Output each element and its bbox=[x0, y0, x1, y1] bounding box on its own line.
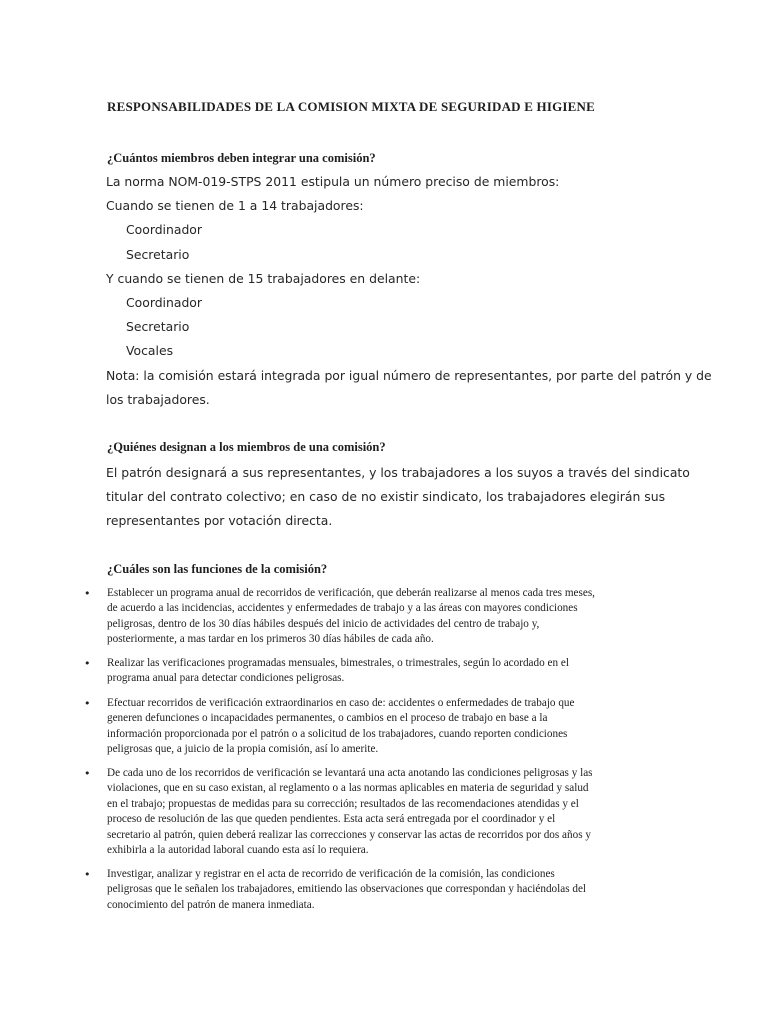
bullet-line: programa anual para detectar condiciones peligrosas. bbox=[107, 672, 345, 685]
bullet-line: violaciones, que en su caso existan, al reglamento o a las normas aplicables en materia de seguridad y salud bbox=[107, 782, 589, 795]
bullet-text bbox=[107, 656, 667, 687]
paragraph-line: representantes por votación directa. bbox=[106, 513, 333, 528]
bullet-text bbox=[107, 696, 667, 758]
bullet-dot: • bbox=[84, 697, 91, 710]
bullet-line: de acuerdo a las incidencias, accidentes y enfermedades de trabajo y a las áreas con mayores condiciones bbox=[107, 602, 578, 615]
bullet-dot: • bbox=[84, 657, 91, 670]
bullet-line: secretario al patrón, quien deberá realizar las correcciones y conservar las actas de recorridos por dos años y bbox=[107, 828, 591, 841]
list-item: Secretario bbox=[126, 247, 190, 262]
bullet-line: Establecer un programa anual de recorridos de verificación, que deberán realizarse al menos cada tres meses, bbox=[107, 587, 595, 599]
paragraph-note-line: los trabajadores. bbox=[106, 392, 210, 407]
paragraph-line: El patrón designará a sus representantes, y los trabajadores a los suyos a través del sindicato bbox=[106, 465, 690, 480]
bullet-line: información proporcionada por el patrón o a solicitud de los trabajadores, cuando reporten condiciones bbox=[107, 727, 568, 740]
question-members-count: ¿Cuántos miembros deben integrar una comisión? bbox=[107, 151, 376, 165]
bullet-line: peligrosas que, a juicio de la propia comisión, así lo amerite. bbox=[107, 743, 379, 756]
bullet-dot: • bbox=[84, 868, 91, 881]
bullet-line: De cada uno de los recorridos de verificación se levantará una acta anotando las condiciones peligrosas y las bbox=[107, 767, 593, 779]
document-title: RESPONSABILIDADES DE LA COMISION MIXTA DE SEGURIDAD E HIGIENE bbox=[107, 99, 596, 114]
bullet-line: Efectuar recorridos de verificación extraordinarios en caso de: accidentes o enfermedades de trabajo que bbox=[107, 697, 575, 709]
bullet-line: peligrosas, dentro de los 30 días hábiles después del inicio de actividades del centro de trabajo y, bbox=[107, 617, 540, 630]
bullet-line: peligrosas que le señalen los trabajadores, emitiendo las observaciones que correspondan y haciéndolas del bbox=[107, 883, 587, 896]
bullet-text bbox=[107, 867, 667, 913]
bullet-line: proceso de resolución de las que queden pendientes. Esta acta será entregada por el coordinador y el bbox=[107, 813, 556, 826]
paragraph-norm-intro: La norma NOM-019-STPS 2011 estipula un número preciso de miembros: bbox=[106, 174, 560, 189]
bullet-line: conocimiento del patrón de manera inmediata. bbox=[107, 898, 315, 911]
paragraph-line: titular del contrato colectivo; en caso de no existir sindicato, los trabajadores elegirán sus bbox=[106, 489, 666, 504]
bullet-line: posteriormente, a mas tardar en los primeros 30 días hábiles de cada año. bbox=[107, 633, 434, 646]
list-item: Coordinador bbox=[126, 222, 202, 237]
list-item: Vocales bbox=[126, 343, 174, 358]
bullet-line: exhibirla a la autoridad laboral cuando esta así lo requiera. bbox=[107, 844, 369, 857]
question-functions: ¿Cuáles son las funciones de la comisión? bbox=[107, 562, 328, 576]
paragraph-case-small: Cuando se tienen de 1 a 14 trabajadores: bbox=[106, 198, 364, 213]
bullet-line: Investigar, analizar y registrar en el acta de recorrido de verificación de la comisión, las condiciones bbox=[107, 868, 555, 880]
list-item: Secretario bbox=[126, 319, 190, 334]
bullet-text bbox=[107, 766, 667, 858]
bullet-line: Realizar las verificaciones programadas mensuales, bimestrales, o trimestrales, según lo acordado en el bbox=[107, 657, 569, 669]
paragraph-case-large: Y cuando se tienen de 15 trabajadores en delante: bbox=[106, 271, 421, 286]
list-item: Coordinador bbox=[126, 295, 202, 310]
bullet-line: generen defunciones o incapacidades permanentes, o cambios en el proceso de trabajo en base a la bbox=[107, 712, 548, 725]
bullet-text bbox=[107, 586, 667, 648]
bullet-line: en el trabajo; propuestas de medidas para su corrección; resultados de las recomendaciones atendidas y el bbox=[107, 797, 579, 810]
question-who-designates: ¿Quiénes designan a los miembros de una comisión? bbox=[107, 440, 386, 454]
bullet-dot: • bbox=[84, 587, 91, 600]
paragraph-note-line: Nota: la comisión estará integrada por igual número de representantes, por parte del patrón y de bbox=[106, 368, 712, 383]
bullet-dot: • bbox=[84, 767, 91, 780]
